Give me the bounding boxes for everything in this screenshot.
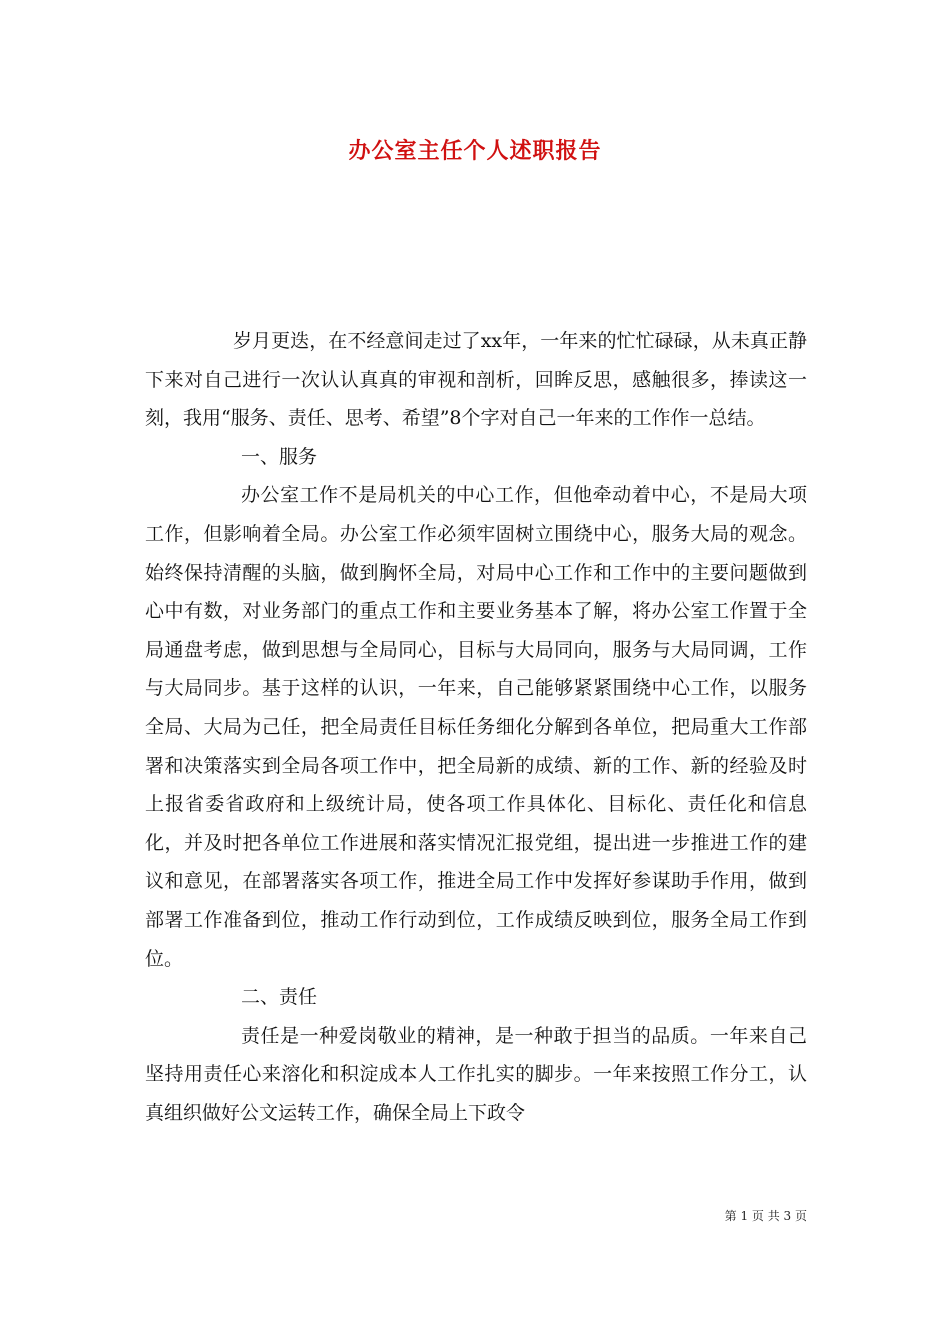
section-heading-responsibility: 二、责任 bbox=[241, 986, 318, 1009]
document-body bbox=[145, 322, 807, 1132]
page-number: 第 1 页 共 3 页 bbox=[724, 1209, 807, 1223]
paragraph-responsibility: 责任是一种爱岗敬业的精神，是一种敢于担当的品质。一年来自己坚持用责任心来溶化和积淀成本人工作扎实的脚步。一年来按照工作分工，认真组织做好公文运转工作，确保全局上下政令 bbox=[145, 1024, 807, 1124]
document-title: 办公室主任个人述职报告 bbox=[348, 138, 602, 164]
section-heading-service: 一、服务 bbox=[241, 445, 318, 468]
paragraph-intro: 岁月更迭，在不经意间走过了xx年，一年来的忙忙碌碌，从未真正静下来对自己进行一次认认真真的审视和剖析，回眸反思，感触很多，捧读这一刻，我用“服务、责任、思考、希望”8个字对自己一年来的工作作一总结。 bbox=[145, 330, 807, 430]
paragraph-service: 办公室工作不是局机关的中心工作，但他牵动着中心，不是局大项工作，但影响着全局。办公室工作必须牢固树立围绕中心，服务大局的观念。始终保持清醒的头脑，做到胸怀全局，对局中心工作和工作中的主要问题做到心中有数，对业务部门的重点工作和主要业务基本了解，将办公室工作置于全局通盘考虑，做到思想与全局同心，目标与大局同向，服务与大局同调，工作与大局同步。基于这样的认识，一年来，自己能够紧紧围绕中心工作，以服务全局、大局为己任，把全局责任目标任务细化分解到各单位，把局重大工作部署和决策落实到全局各项工作中，把全局新的成绩、新的工作、新的经验及时上报省委省政府和上级统计局，使各项工作具体化、目标化、责任化和信息化，并及时把各单位工作进展和落实情况汇报党组，提出进一步推进工作的建议和意见，在部署落实各项工作，推进全局工作中发挥好参谋助手作用，做到部署工作准备到位，推动工作行动到位，工作成绩反映到位，服务全局工作到位。 bbox=[145, 484, 807, 970]
